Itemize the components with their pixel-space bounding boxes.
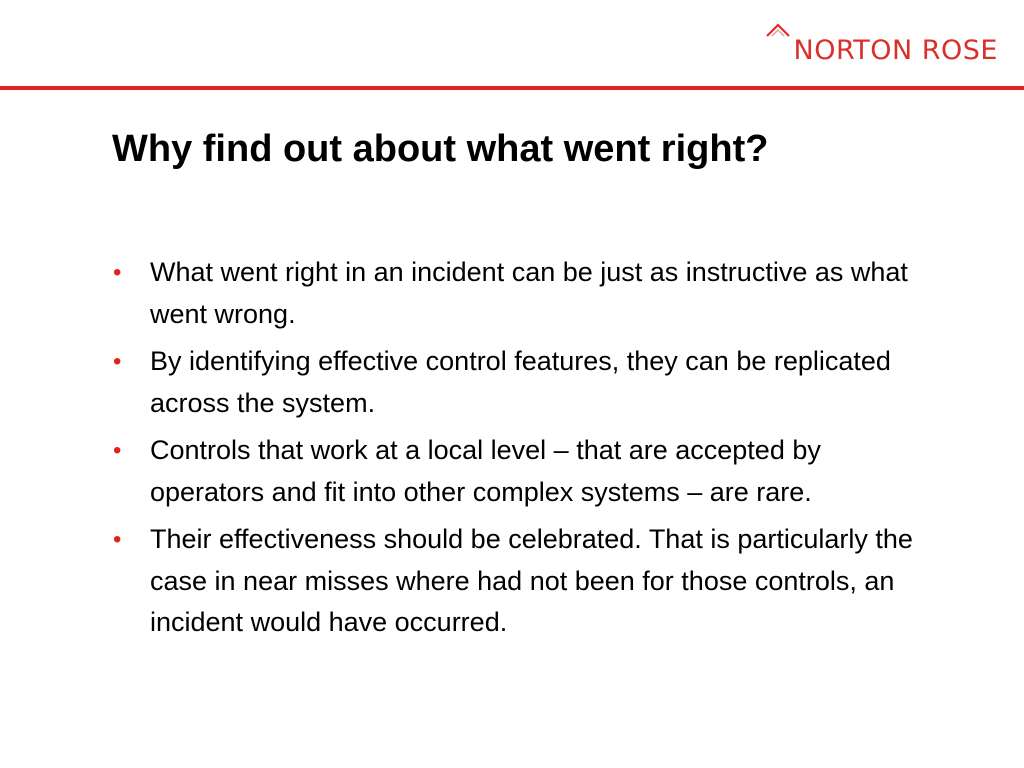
bullet-marker: • xyxy=(113,437,122,464)
bullet-text: What went right in an incident can be just as instructive as what went wrong. xyxy=(150,257,908,329)
norton-rose-logo xyxy=(758,22,998,72)
bullet-text: By identifying effective control features, they can be replicated across the system. xyxy=(150,346,891,418)
logo-wordmark: NORTON ROSE xyxy=(793,35,998,66)
chevron-up-icon xyxy=(765,22,791,38)
bullet-item xyxy=(112,430,942,513)
bullet-item xyxy=(112,341,942,424)
bullet-marker: • xyxy=(113,348,122,375)
bullet-text: Controls that work at a local level – that are accepted by operators and fit into other complex systems – are rare. xyxy=(150,435,821,507)
bullet-item xyxy=(112,252,942,335)
bullet-item xyxy=(112,519,942,644)
slide-title: Why find out about what went right? xyxy=(112,128,769,170)
header-divider xyxy=(0,86,1024,90)
bullet-marker: • xyxy=(113,259,122,286)
bullet-list xyxy=(112,252,942,650)
bullet-text: Their effectiveness should be celebrated. That is particularly the case in near misses where had not been for those controls, an incident would have occurred. xyxy=(150,524,913,637)
bullet-marker: • xyxy=(113,526,122,553)
